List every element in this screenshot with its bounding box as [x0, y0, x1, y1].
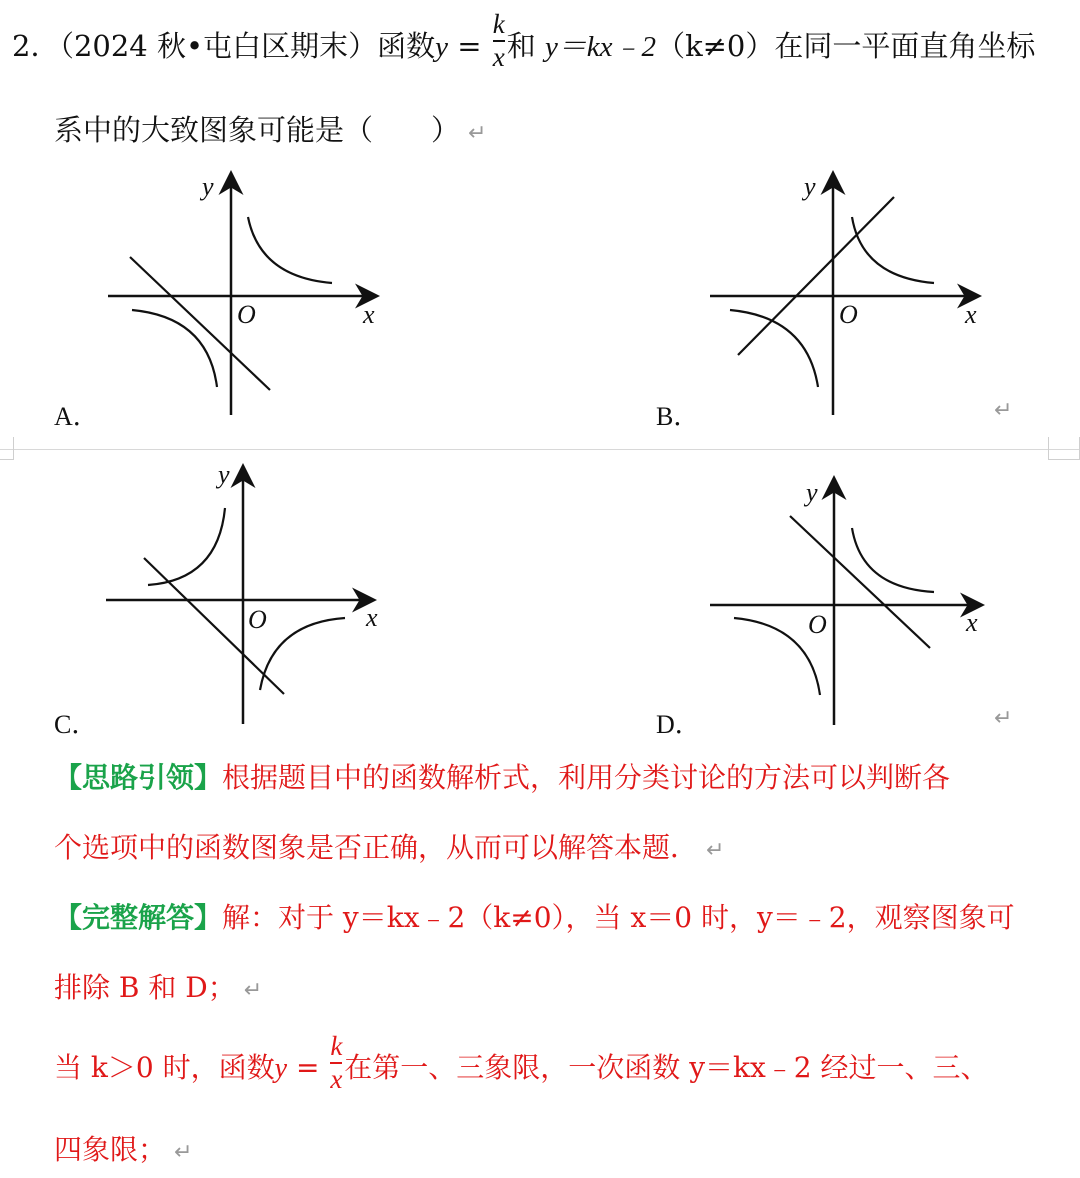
- hyperbola-branch-q4: [260, 618, 345, 690]
- paragraph-return-icon: ↵: [174, 1140, 193, 1165]
- graph-d: [702, 470, 992, 728]
- hyperbola-branch-q1: [248, 217, 332, 283]
- option-b-label: B．: [656, 402, 700, 431]
- page-corner-mark-right: [1048, 437, 1080, 460]
- answer-text-1: 解：对于 y＝kx﹣2（k≠0），当 x＝0 时，y＝﹣2，观察图象可: [222, 901, 1015, 934]
- graph-c-origin: O: [248, 605, 267, 634]
- hint-text-2: 个选项中的函数图象是否正确，从而可以解答本题．: [54, 831, 699, 864]
- question-source: （2024 秋•屯白区期末）函数: [59, 29, 436, 63]
- graph-b-y-label: y: [804, 172, 816, 201]
- hint-text-1: 根据题目中的函数解析式，利用分类讨论的方法可以判断各: [222, 761, 951, 794]
- graph-c-y-label: y: [218, 460, 230, 489]
- func1-lhs: y: [435, 31, 448, 63]
- func1-fraction: [493, 11, 505, 71]
- case-fraction: [330, 1030, 343, 1094]
- question-line2-text: 系中的大致图象可能是（ ）: [54, 113, 461, 147]
- answer-line-2: [54, 966, 262, 1006]
- graph-d-x-label: x: [966, 608, 978, 637]
- graph-b-origin: O: [839, 300, 858, 329]
- hint-line-2: [54, 826, 724, 866]
- graph-b: [702, 165, 992, 420]
- answer-line-1: [54, 896, 1015, 936]
- case-line-2: [54, 1128, 192, 1168]
- question-and: 和: [506, 29, 536, 63]
- case-numerator: k: [330, 1030, 343, 1061]
- graph-a-origin: O: [237, 300, 256, 329]
- case-lhs: y: [274, 1053, 288, 1084]
- hint-line-1: [54, 756, 950, 796]
- graph-c: [100, 458, 390, 728]
- graph-b-x-label: x: [965, 300, 977, 329]
- func2: y＝kx﹣2: [544, 31, 657, 63]
- case-prefix: 当 k＞0 时，函数: [54, 1051, 275, 1084]
- func1-numerator: k: [492, 9, 505, 39]
- line-graph: [738, 197, 894, 355]
- page-break-line: [0, 449, 1080, 450]
- question-condition: （k≠0）在同一平面直角坐标: [656, 29, 1036, 63]
- paragraph-return-icon: ↵: [468, 121, 487, 146]
- option-c-label: C．: [54, 710, 98, 739]
- graph-a-y-label: y: [202, 172, 214, 201]
- question-line-2: [54, 108, 486, 149]
- hyperbola-branch-q1: [852, 528, 934, 592]
- option-d-label: D．: [656, 710, 701, 739]
- page-corner-mark-left: [0, 437, 14, 460]
- paragraph-return-icon: ↵: [994, 398, 1013, 423]
- case-text-2: 四象限；: [54, 1133, 167, 1166]
- paragraph-return-icon: ↵: [243, 978, 263, 1003]
- answer-tag: 【完整解答】: [54, 901, 223, 934]
- question-number: 2．: [12, 29, 60, 63]
- graph-c-x-label: x: [366, 603, 378, 632]
- graph-a-x-label: x: [363, 300, 375, 329]
- hyperbola-branch-q3: [132, 310, 217, 387]
- hint-tag: 【思路引领】: [54, 761, 223, 794]
- case-denominator: x: [330, 1063, 343, 1094]
- graph-a: [100, 165, 390, 420]
- case-equals: =: [295, 1051, 320, 1084]
- func1-equals: =: [457, 29, 482, 63]
- option-a-label: A．: [54, 402, 99, 431]
- paragraph-return-icon: ↵: [994, 706, 1013, 731]
- answer-text-2: 排除 B 和 D；: [54, 971, 236, 1004]
- question-line-1: [12, 9, 1036, 72]
- paragraph-return-icon: ↵: [706, 838, 725, 863]
- case-text: 在第一、三象限，一次函数 y＝kx﹣2 经过一、三、: [344, 1051, 989, 1084]
- case-line: [54, 1030, 989, 1094]
- graph-d-origin: O: [808, 610, 827, 639]
- graph-d-y-label: y: [806, 478, 818, 507]
- func1-denominator: x: [492, 42, 505, 72]
